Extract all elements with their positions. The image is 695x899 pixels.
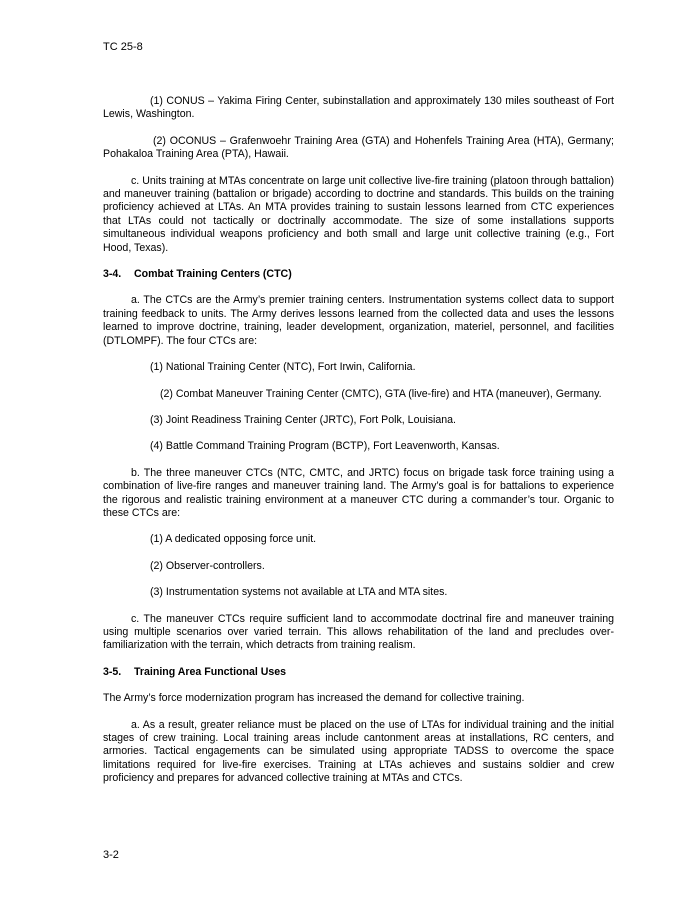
list-item-instrumentation: (3) Instrumentation systems not available at LTA and MTA sites. <box>150 586 448 599</box>
paragraph-land-requirements: c. The maneuver CTCs require sufficient land to accommodate doctrinal fire and maneuver training using multiple scenarios over varied terrain. This allows rehabilitation of the land and precludes over-familiarization with the terrain, which detracts from training realism. <box>103 612 614 652</box>
document-body <box>103 95 614 786</box>
section-number: 3-5. <box>103 665 122 678</box>
section-title: Combat Training Centers (CTC) <box>134 268 292 281</box>
paragraph-ctc-intro: a. The CTCs are the Army’s premier training centers. Instrumentation systems collect data to support training feedback to units. The Army derives lessons learned from the collected data and uses the lessons learned to improve doctrine, training, leader development, organization, materiel, personnel, and facilities (DTLOMPF). The four CTCs are: <box>103 294 614 347</box>
section-heading-3-4 <box>103 268 614 281</box>
paragraph-conus: (1) CONUS – Yakima Firing Center, subinstallation and approximately 130 miles southeast of Fort Lewis, Washington. <box>103 95 614 121</box>
list-item-ntc: (1) National Training Center (NTC), Fort Irwin, California. <box>150 361 416 374</box>
paragraph-lta-reliance: a. As a result, greater reliance must be placed on the use of LTAs for individual training and the initial stages of crew training. Local training areas include cantonment areas at installations, RC centers, and armories. Tactical engagements can be simulated using appropriate TADSS to overcome the space limitations required for live-fire exercises. Training at LTAs achieves and sustains soldier and crew proficiency and prepares for advanced collective training at MTAs and CTCs. <box>103 718 614 785</box>
section-number: 3-4. <box>103 268 122 281</box>
list-item-jrtc: (3) Joint Readiness Training Center (JRTC), Fort Polk, Louisiana. <box>150 413 456 426</box>
section-title: Training Area Functional Uses <box>134 665 287 678</box>
paragraph-mta-units: c. Units training at MTAs concentrate on large unit collective live-fire training (platoon through battalion) and maneuver training (battalion or brigade) according to doctrine and standards. This builds on the training proficiency achieved at LTAs. An MTA provides training to sustain lessons learned from CTC experiences that LTAs could not tactically or doctrinally accommodate. The size of some installations supports simultaneous individual weapons proficiency and both small and large unit collective training (e.g., Fort Hood, Texas). <box>103 174 614 254</box>
section-heading-3-5 <box>103 666 614 679</box>
list-item-opfor: (1) A dedicated opposing force unit. <box>150 533 317 546</box>
list-item-observer-controllers: (2) Observer-controllers. <box>150 559 265 572</box>
page-number: 3-2 <box>103 849 119 861</box>
paragraph-maneuver-ctcs: b. The three maneuver CTCs (NTC, CMTC, and JRTC) focus on brigade task force training using a combination of live-fire ranges and maneuver training land. The Army’s goal is for battalions to experience the rigorous and realistic training environment at a maneuver CTC during a commander’s tour. Organic to these CTCs are: <box>103 466 614 519</box>
list-item-bctp: (4) Battle Command Training Program (BCTP), Fort Leavenworth, Kansas. <box>150 440 500 453</box>
list-item-cmtc: (2) Combat Maneuver Training Center (CMTC), GTA (live-fire) and HTA (maneuver), Germany. <box>160 387 602 400</box>
paragraph-force-modernization: The Army’s force modernization program has increased the demand for collective training. <box>103 692 525 705</box>
paragraph-oconus: (2) OCONUS – Grafenwoehr Training Area (GTA) and Hohenfels Training Area (HTA), Germany; Pohakaloa Training Area (PTA), Hawaii. <box>103 134 614 161</box>
document-header: TC 25-8 <box>103 41 143 53</box>
